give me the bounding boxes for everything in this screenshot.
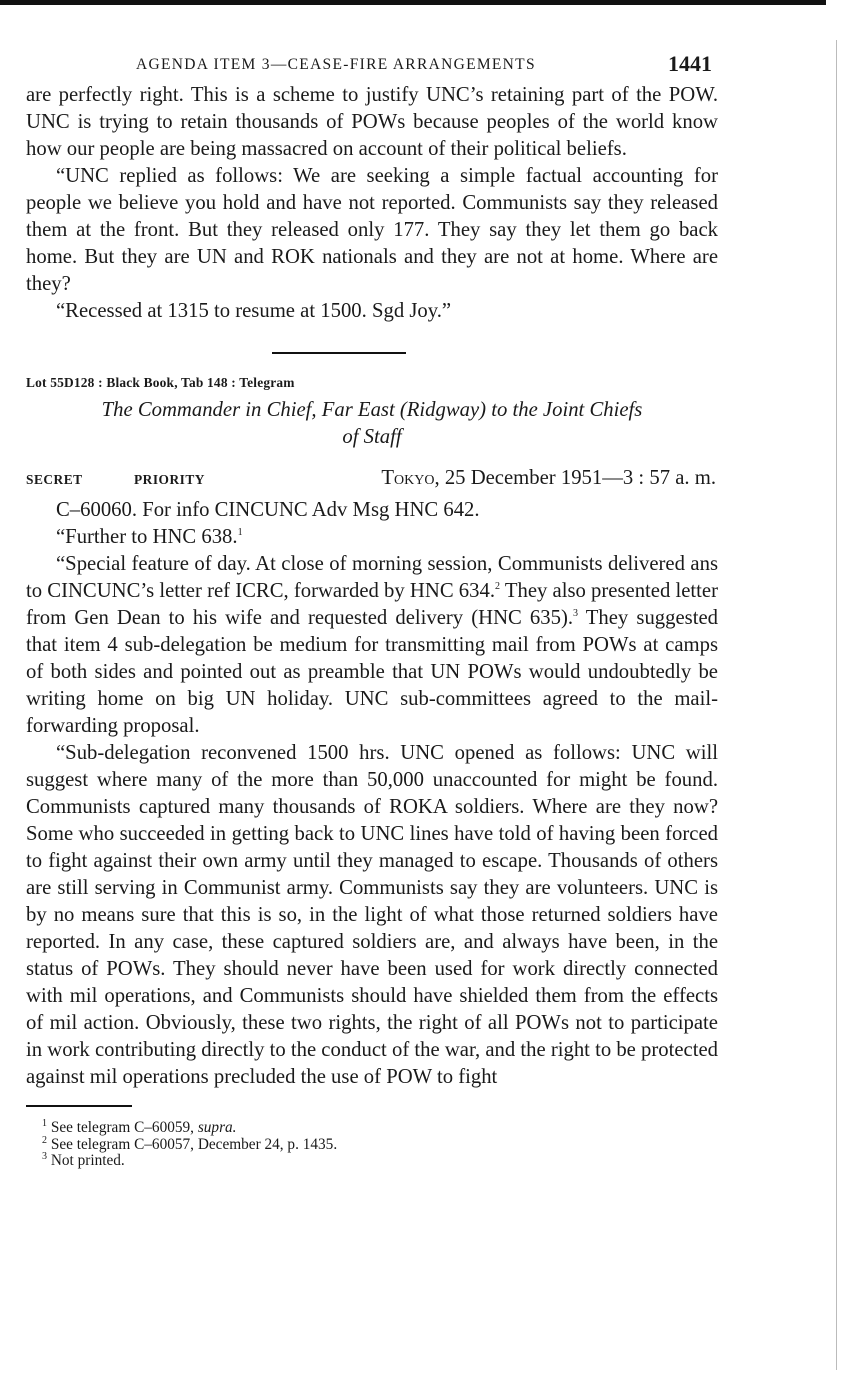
footnote-1-text: See telegram C–60059, [50, 1119, 198, 1136]
document-page [26, 48, 718, 1170]
telegram-paragraph-2-text: “Further to HNC 638. [56, 526, 238, 548]
footnote-ref-3: 3 [573, 608, 579, 620]
footnote-3-text: Not printed. [50, 1152, 125, 1169]
running-header [26, 48, 718, 82]
telegram-paragraph-3-part-b: They also presented letter from Gen Dean to his wife and requested delivery (HNC 635). [26, 580, 718, 629]
footnote-1-italic: supra. [197, 1119, 237, 1136]
date-time: 25 December 1951—3 : 57 a. m. [444, 467, 716, 489]
telegram-paragraph-2 [26, 524, 718, 551]
priority-label: PRIORITY [134, 472, 205, 487]
section-divider [272, 352, 406, 354]
place-and-date [381, 467, 716, 490]
classification-label: SECRET [26, 472, 83, 487]
footnote-1-mark: 1 [42, 1117, 47, 1129]
page-right-edge [836, 40, 837, 1370]
footnote-2 [26, 1134, 718, 1154]
footnote-3-mark: 3 [42, 1150, 47, 1162]
telegram-paragraph-4: “Sub-delegation reconvened 1500 hrs. UNC opened as follows: UNC will suggest where many of the more than 50,000 unaccounted for might be found. Communists captured many thousands of ROKA soldiers. Where are they now? Some who succeeded in getting back to UNC lines have told of having been forced to fight against their own army until they managed to escape. Thousands of others are still serving in Communist army. Communists say they are volunteers. UNC is by no means sure that this is so, in the light of what those returned soldiers have reported. In any case, these captured soldiers are, and always have been, in the status of POWs. They should never have been used for work directly connected with mil operations, and Communists should have shielded them from the effects of mil action. Obviously, these two rights, the right of all POWs not to participate in work contributing directly to the conduct of the war, and the right to be protected against mil operations precluded the use of POW to fight [26, 742, 719, 1088]
document-title [26, 397, 718, 451]
continuation-paragraph-1: are perfectly right. This is a scheme to justify UNC’s retaining part of the POW. UNC is trying to retain thousands of POWs because peoples of the world know how our people are being massacred on account of their political beliefs. [26, 84, 718, 160]
telegram-paragraph-3-part-c: They suggested that item 4 sub-delegation be medium for transmitting mail from POWs at camps of both sides and pointed out as preamble that UN POWs would undoubtedly be writing home on big UN holiday. UNC sub-committees agreed to the mail-forwarding proposal. [26, 607, 718, 737]
source-citation: Lot 55D128 : Black Book, Tab 148 : Telegram [26, 375, 295, 390]
document-title-line-1: The Commander in Chief, Far East (Ridgway) to the Joint Chiefs [101, 399, 643, 421]
running-title: AGENDA ITEM 3—CEASE-FIRE ARRANGEMENTS [136, 56, 536, 73]
telegram-paragraph-3-part-a: “Special feature of day. At close of morning session, Communists delivered ans to CINCUNC’s letter ref ICRC, forwarded by HNC 634. [26, 553, 718, 602]
place-name: Tokyo, [381, 467, 440, 489]
page-number: 1441 [668, 51, 712, 76]
continuation-paragraph-2: “UNC replied as follows: We are seeking a simple factual accounting for people we believe you hold and have not reported. Communists say they released them at the front. But they released only 177. They say they let them go back home. But they are UN and ROK nationals and they are not at home. Where are they? [26, 165, 718, 295]
telegram-metadata [26, 467, 718, 497]
footnote-2-mark: 2 [42, 1134, 47, 1146]
continuation-paragraph-3: “Recessed at 1315 to resume at 1500. Sgd Joy.” [56, 300, 452, 322]
footnote-2-text: See telegram C–60057, December 24, p. 1435. [50, 1135, 338, 1153]
page-top-border [0, 0, 826, 5]
telegram-paragraph-1: C–60060. For info CINCUNC Adv Msg HNC 642. [56, 499, 480, 521]
footnote-3 [26, 1150, 718, 1170]
footnote-ref-1: 1 [237, 527, 243, 539]
telegram-paragraph-3 [26, 551, 718, 740]
footnote-ref-2: 2 [495, 581, 501, 593]
footnote-divider [26, 1105, 132, 1107]
footnotes [26, 1117, 718, 1170]
footnote-1 [26, 1117, 718, 1137]
document-title-line-2: of Staff [342, 426, 402, 448]
